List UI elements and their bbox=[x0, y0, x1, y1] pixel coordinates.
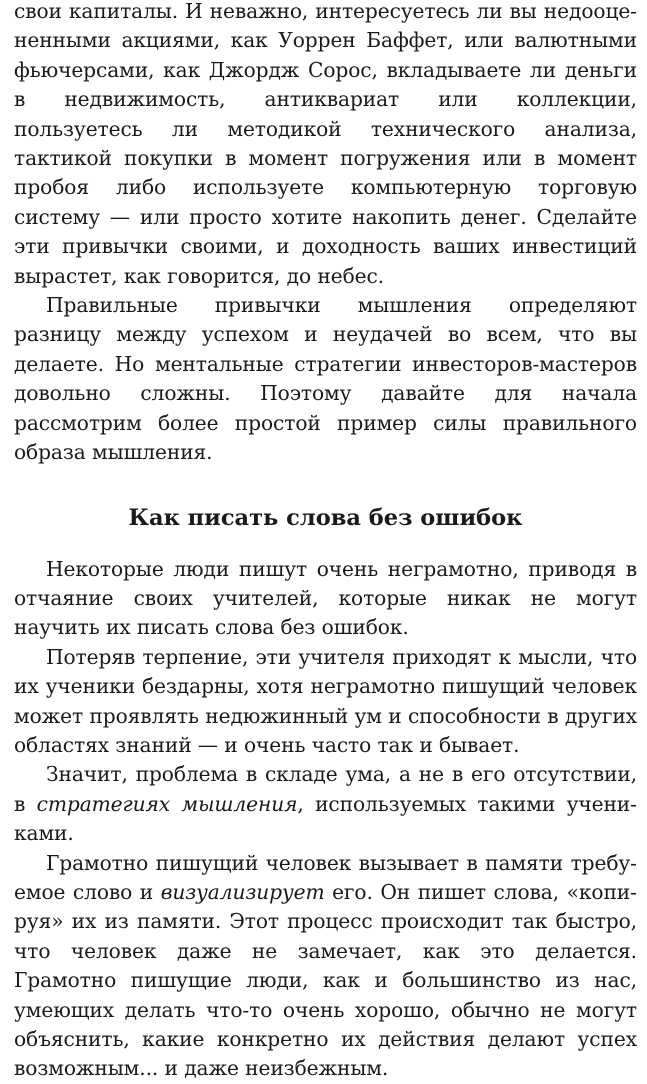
emphasis-text: визуализирует bbox=[160, 879, 325, 904]
text-run: Грамотно пишущий человек вызывает в памяти требуемое слово и bbox=[14, 850, 637, 904]
paragraph-section-2: Потеряв терпение, эти учителя приходят к мысли, что их ученики бездарны, хотя неграмотно пишущий человек может проявлять недюжинный ум и способности в других областях знаний — и очень часто так и бывает. bbox=[14, 644, 637, 757]
paragraph-intro-continued: свои капиталы. И неважно, интересуетесь ли вы недооцененными акциями, как Уоррен Баффет, или валютными фьючерсами, как Джордж Сорос, вкладываете ли деньги в недвижимость, антиквариат или коллекции, пользуетесь ли методикой технического анализа, тактикой покупки в момент погружения или в момент пробоя либо используете компьютерную торговую систему — или просто хотите накопить денег. Сделайте эти привычки своими, и доходность ваших инвестиций вырастет, как говорится, до небес. bbox=[14, 0, 637, 288]
paragraph-section-1: Некоторые люди пишут очень неграмотно, приводя в отчаяние своих учителей, которые никак не могут научить их писать слова без ошибок. bbox=[14, 556, 637, 640]
paragraph-intro-2: Правильные привычки мышления определяют разницу между успехом и неудачей во всем, что вы делаете. Но ментальные стратегии инвесторов-мастеров довольно сложны. Поэтому давайте для начала рассмотрим более простой пример силы правильного образа мышления. bbox=[14, 293, 637, 465]
paragraph-section-4 bbox=[14, 849, 637, 1084]
emphasis-text: стратегиях мышления bbox=[36, 791, 298, 816]
section-heading: Как писать слова без ошибок bbox=[128, 504, 523, 531]
text-run: его. Он пишет слова, «копируя» их из памяти. Этот процесс происходит так быстро, что человек даже не замечает, как это делается. Грамотно пишущие люди, как и большинство из нас, умеющих делать что-то очень хорошо, обычно не могут объяснить, какие конкретно их действия делают успех возможным... и даже неизбежным. bbox=[14, 879, 637, 1081]
text-run: , используемых такими учениками. bbox=[14, 791, 637, 846]
text-run: Значит, проблема в складе ума, а не в его отсутствии, в bbox=[14, 762, 637, 816]
paragraph-section-3 bbox=[14, 760, 637, 848]
